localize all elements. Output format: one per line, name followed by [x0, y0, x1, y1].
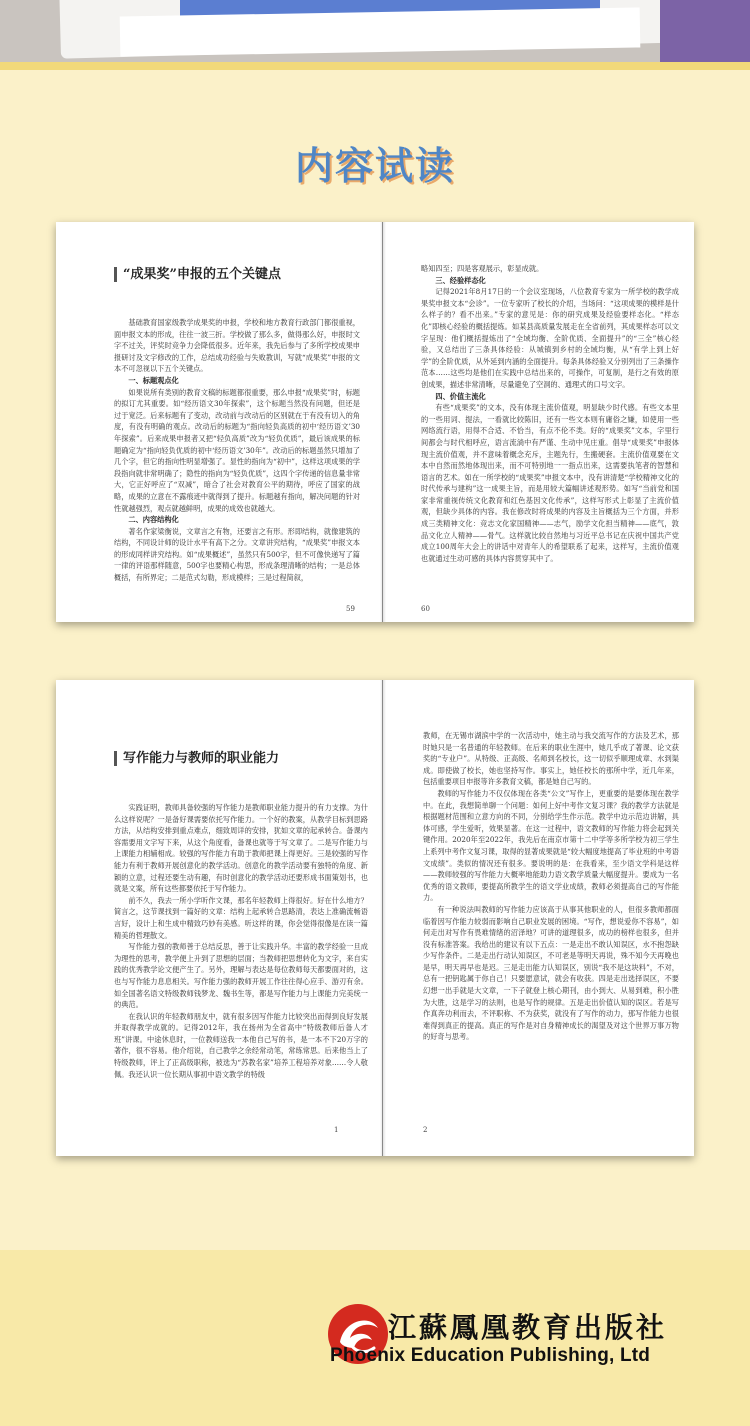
- paragraph: 有些“成果奖”的文本，没有体现主流价值观，明显缺少时代感。有些文本里的一些用词、提法，一看就比较陈旧，还有一些文本则有庸俗之嫌，如使用一些网络流行语，用得不合适、不恰当，有点不伦不类。好的“成果奖”文本，字里行间都会与时代相呼应，语言流淌中有严谨、生动中见庄重。倡导“成果奖”申报体现主流价值观，并不意味着概念充斥，主题先行，生搬硬套。主流价值观要在文本中自然而然地体现出来，而不可特别地一一指点出来，这需要执笔者的智慧和语言的艺术。如在一所学校的“成果奖”申报文本中，没有讲清楚“学校精神文化的时代传承与建构”这一成果主旨，而是用较大篇幅讲述观形势。如写“当前党和国家非常重视传统文化教育和红色基因文化传承”，这样写形式上彰显了主流价值观，但缺少具体的内容。我在修改时将成果的内容及主旨概括为三个方面，并形成三类精神文化：竞志文化家国精神——志气，励学文化担当精神——底气，敦品文化立人精神——骨气。这样就比较自然地与习近平总书记在庆祝中国共产党成立100周年大会上的讲话中对青年人的希望联系了起来，这样写，主流价值观也就通过生动可感的具体内容贯穿其中了。: [421, 403, 679, 563]
- paragraph: 教师，在无锡市湖滨中学的一次活动中，她主动与我交流写作的方法及艺术，那时她只是一名普通的年轻教师。在后来的职业生涯中，她几乎成了著课、论文获奖的“专业户”。从特级、正高级、名师到名校长，这一切似乎顺理成章、水到渠成。即使做了校长，她也坚持写作。事实上，她任校长的那所中学，近几年来，包括重要项目申报等许多教育文稿，都是她自己写的。: [423, 731, 679, 787]
- section-title: 内容试读: [294, 144, 455, 188]
- section-heading: 三、经验样态化: [435, 275, 486, 285]
- page-2: [383, 680, 694, 1156]
- paragraph: 有一种说法叫教师的写作能力应该高于从事其他职业的人，但很多教师都面临着因写作能力较弱而影响自己职业发展的困境。“写作，想说爱你不容易”，如何走出对写作有畏难情绪的沼泽地？可讲的道理很多，成功的榜样也很多，但并没有标准答案。我给出的建议有以下五点：一是走出不敢认知误区，水不抱怨缺少写作条件。二是走出行动认知误区，不可老是等明天再说，殊不知今天再晚也是早，明天再早也是迟。三是走出能力认知误区，别说“我不是这块料”，不对，总有一把钥匙属于你自己！只要愿意试，就会有收获。四是走出选择误区，不要幻想一出手就是大文章，一下子就登上核心期刊，由小到大、从易到难，积小胜为大胜，这是学习的法则，也是写作的规律。五是走出价值认知的误区。若是写作真奔功利而去，不评职称、不为获奖，就没有了写作的动力，那写作能力也很难得到真正的提高。真正的写作是对自身精神成长的渴望及对这个世界万事万物的好奇与思考。: [423, 904, 679, 1042]
- page-1: [56, 680, 382, 1156]
- section-heading: 四、价值主流化: [435, 391, 486, 401]
- page-number: 59: [346, 605, 355, 613]
- paragraph: 实践证明，教师具备较强的写作能力是教师职业能力提升的有力支撑。为什么这样说呢？一是备好课需要依托写作能力。一个好的教案，从教学目标到思路方法，从结构安排到重点难点，细致周详的安排，犹如文章的起承转合。备课内容需要用文字写下来，从这个角度看，备课也就等于写文章了。二是写作能力与上课能力相辅相成。较强的写作能力有助于教师把课上得更好。三是较强的写作能力有利于教师开展创意化的教学活动。创意化的教学活动要有独特的角度、新颖的立意，过程还要生动有趣，有时创意化的教学活动还要形成书面策划书，也就是文案，所有这些都要依托于写作能力。: [114, 803, 368, 894]
- page-body: [114, 317, 360, 595]
- page-60: [383, 222, 694, 622]
- page-number: 2: [423, 1126, 428, 1134]
- paragraph: 略知四至；四是客观展示，彰显成就。: [421, 264, 544, 273]
- paragraph: 教师的写作能力不仅仅体现在各类“公文”写作上，更重要的是要体现在教学中。在此，我想简单聊一个问题：如何上好中考作文复习课？我的教学方法就是根据题材范围和立意方向的不同，分别给学生作示范。教学中边示范边讲解，具体可感，学生爱听，效果显著。在这一过程中，语文教师的写作能力将会起到关键作用。2020年至2022年，我先后在南京市第十二中学等多所学校为初三学生上系列中考作文复习课，取得的显著成果就是“较大幅度地提高了毕业班的中考语文成绩”。类似的情况还有很多。要说明的是：在我看来，至少语文学科是这样——教师较强的写作能力大概率地能助力语文教学质量大幅度提升。要成为一名优秀的语文教师，要提高所教学生的语文学业成绩，教师必须提高自己的写作能力。: [423, 788, 679, 903]
- publisher-name-en: Phoenix Education Publishing, Ltd: [330, 1345, 651, 1366]
- publisher-name-cn: 江蘇鳳凰教育出版社: [388, 1311, 668, 1344]
- page-number: 1: [334, 1126, 339, 1134]
- paragraph: 如果说所有类别的教育文稿的标题都很重要，那么申报“成果奖”时，标题的拟订尤其重要。如“经历语文30年探索”，这个标题当然没有问题，但还是过于宽泛。后来标题有了变动，改动前与改动后的区别就在于有没有切入的角度，有没有明确的观点。改动后的标题为“指向轻负高质的初中‘经历语文’30年探索”。后来成果申报者又把“轻负高质”改为“轻负优质”，最后该成果的标题确定为“指向轻负优质的初中‘经历语文’30年”。改动后的标题虽然只增加了几个字，但它的指向性明显增强了。显性的指向为“初中”，这样这项成果的学段指向就非常明确了；隐性的指向为“轻负优质”，这四个字传递的信息量非常大，它正好呼应了“双减”，暗合了社会对教育公平的期待，呼应了国家的战略，成果的立意在不露痕迹中就得到了提升。标题越有指向，解决问题的针对性就越强烈，观点就越鲜明，成果的成效也就越大。: [114, 387, 360, 513]
- paragraph: 在我认识的年轻教师朋友中，就有很多因写作能力比较突出而得到良好发展并取得教学成就的。记得2012年，我在扬州为全省高中“特级教师后备人才班”讲课。中途休息时，一位教师送我一本他自己写的书，是一本不下20万字的著作，很不容易。他介绍说，自己教学之余经常动笔，常练常思。后来他当上了特级教师，评上了正高级职称，被选为“苏教名家”培养工程培养对象……令人敬佩。我还认识一位长期从事初中语文教学的特级: [114, 1011, 368, 1079]
- page-59: [56, 222, 382, 622]
- section-heading: 一、标题观点化: [128, 375, 179, 385]
- book-spread-2: [56, 680, 694, 1156]
- book-spread-1: [56, 222, 694, 622]
- page-body: [114, 802, 368, 1124]
- paragraph: 记得2021年8月17日的一个会议室现场，八位教育专家为一所学校的教学成果奖申报文本“会诊”。一位专家听了校长的介绍，当场问：“这项成果的模样是什么样子的？看不出来。”专家的意见是：你的研究成果及经验要样态化。“样态化”即核心经验的概括提炼。如某县高质量发展走在全省前列，其成果样态可以文字呈现：他们概括提炼出了“全域均衡、全阶优质、全面提升”的“三全”核心经验，又总结出了三条具体经验：从城镇到乡村的全域均衡，从“有学上到上好学”的全阶优质，从外延到内涵的全面提升。每条具体经验又分别列出了三条操作范本……这些均是他们在实践中总结出来的，可操作，可复制，是行之有效的原创成果，描述非常清晰，尽量避免了空洞的、通理式的口号文字。: [421, 287, 679, 389]
- yellow-strip: [0, 62, 750, 70]
- page-body: [421, 263, 679, 605]
- section-heading: 二、内容结构化: [128, 515, 179, 525]
- purple-shape: [660, 0, 750, 62]
- paragraph: 基础教育国家级教学成果奖的申报，学校和地方教育行政部门都很重视，面申报文本的形成，往往一波三折。学校做了那么多，做得那么好，申报时文字不过关，评奖时竞争力会降低很多。近年来，我先后参与了多所学校成果申报研讨及文字修改的工作，总结成功经验与失败教训，写就“成果奖”申报的文本不可忽视以下五个关键点。: [114, 318, 360, 374]
- paragraph: 著名作家梁衡说，文章言之有物，还要言之有形。形即结构，就像建筑的结构，不同设计师的设计水平有高下之分。文章讲究结构，“成果奖”申报文本的形成同样讲究结构。如“成果概述”，虽然只有500字，但不可像快递写了篇一律的评语那样随意，500字也要精心构思，形成条理清晰的结构；一是总体概括，有所界定；二是范式勾勒，形成模样；三是过程简叙，: [114, 526, 360, 583]
- page-number: 60: [421, 605, 430, 613]
- paragraph: 前不久，我去一所小学听作文课，那名年轻教师上得很好。好在什么地方？简言之，这节课找到一篇好的文章：结构上起承转合思路清，表达上准确流畅语言好，设计上和生成中精致巧妙有美感。听这样的课，你会觉得很像是在读一篇精美的哲理散文。: [114, 895, 368, 940]
- chapter-title: “成果奖”申报的五个关键点: [114, 267, 281, 282]
- paragraph: 写作能力强的教师善于总结反思，善于让实践升华。丰富的教学经验一旦成为理性的思考，教学便上升到了思想的层面；当教师把思想转化为文字，来自实践的优秀教学论文便产生了。另外，理解与表达是每位教师每天都要面对的，这也与写作能力息息相关。写作能力强的教师开展工作往往得心应手、游刃有余。如全国著名语文特级教师钱梦龙、魏书生等，都是写作能力与上课能力完美统一的典范。: [114, 942, 368, 1010]
- chapter-title: 写作能力与教师的职业能力: [114, 751, 279, 766]
- page-body: [423, 730, 679, 1126]
- sheet-shape: [120, 7, 641, 56]
- cover-photo-strip: [0, 0, 750, 62]
